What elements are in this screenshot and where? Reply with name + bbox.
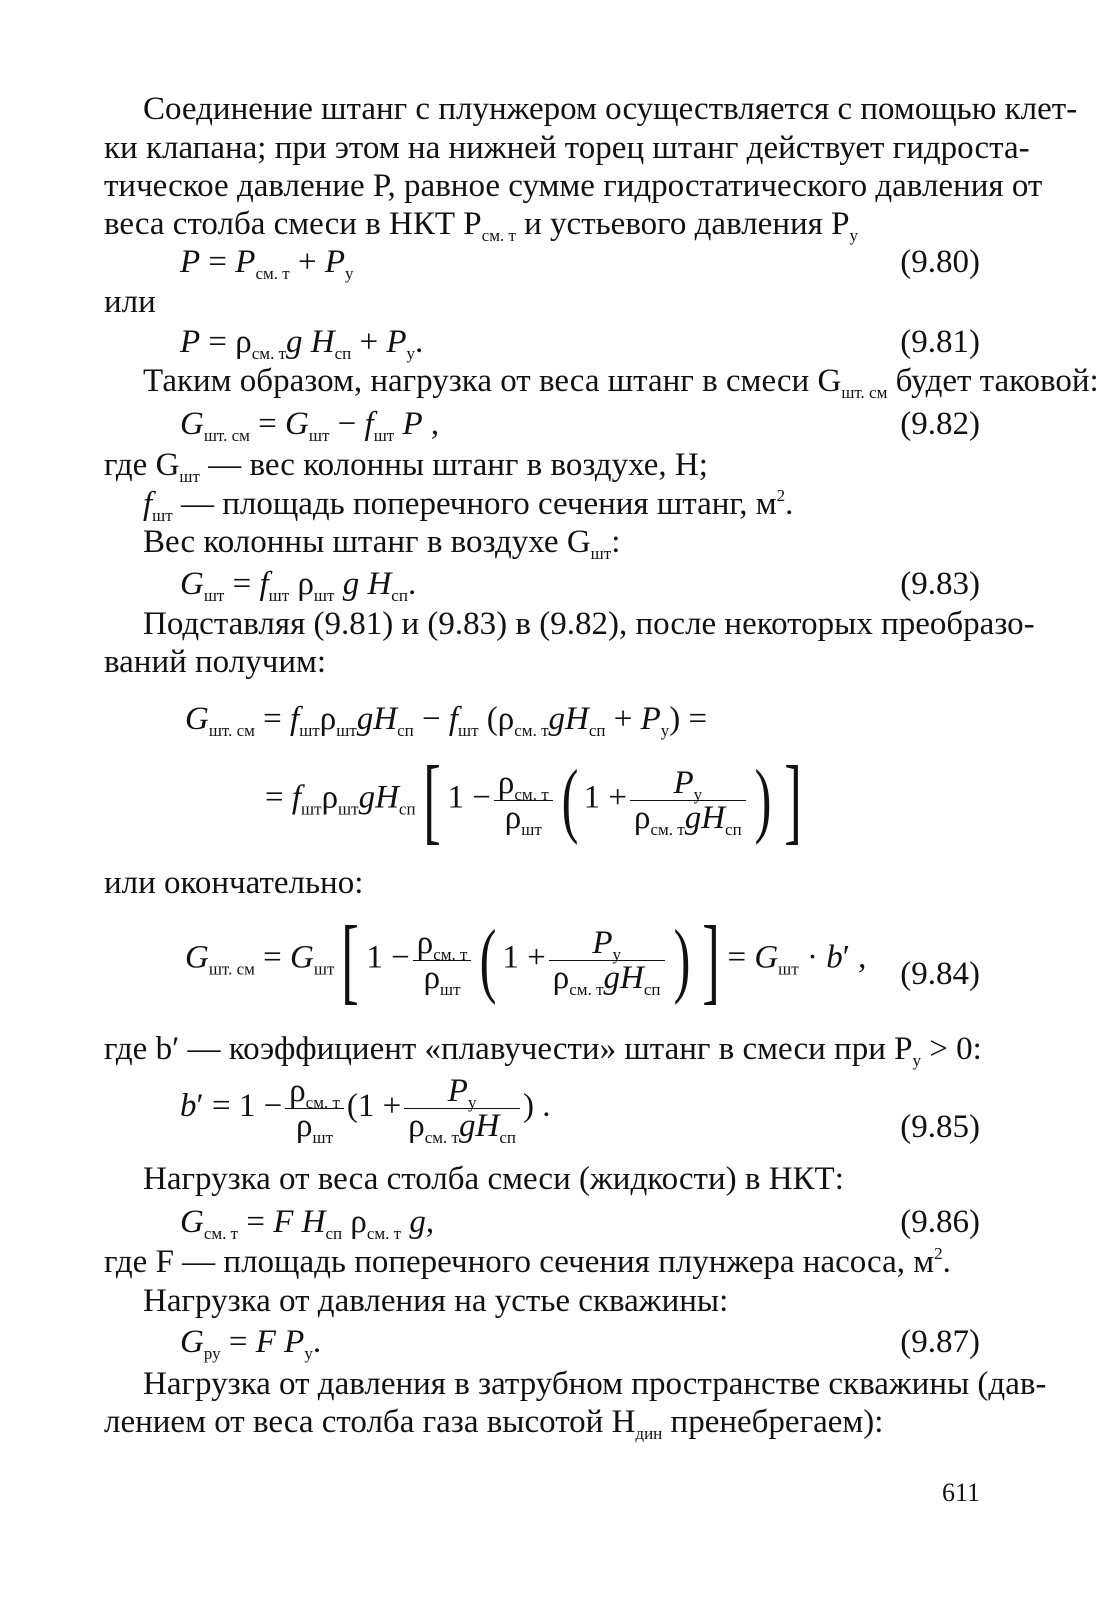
equation-9-80: $P = P_{см. т} + P_у$: [180, 244, 354, 283]
text-line: $f_{шт}$ — площадь поперечного сечения штанг, $м^2$.: [143, 486, 794, 525]
text-line: Нагрузка от давления в затрубном пространстве скважины (дав-: [143, 1366, 1047, 1402]
text-line: Нагрузка от веса столба смеси (жидкости) в НКТ:: [143, 1161, 844, 1197]
text-line: Таким образом, нагрузка от веса штанг в смеси $G_{шт. см}$ будет таковой:: [143, 363, 1099, 402]
page-number: 611: [941, 1478, 980, 1507]
equation-number: (9.83): [900, 566, 980, 602]
equation-number: (9.81): [900, 324, 980, 360]
equation-9-83: $G_{шт} = f_{шт}$ $\rho_{шт}$ g $H_{сп}$.: [180, 566, 417, 605]
equation-number: (9.80): [900, 244, 980, 280]
equation-number: (9.82): [900, 406, 980, 442]
equation-number: (9.86): [900, 1204, 980, 1240]
text-line: где F — площадь поперечного сечения плунжера насоса, $м^2$.: [104, 1244, 951, 1280]
text-line: Подставляя (9.81) и (9.83) в (9.82), после некоторых преобразо-: [143, 606, 1035, 642]
equation-9-86: $G_{см. т} = F$ $H_{сп}$ $\rho_{см. т}$ g,: [180, 1204, 435, 1243]
equation-9-82: $G_{шт. см} = G_{шт} - f_{шт}$ P ,: [180, 406, 440, 445]
equation-9-81: $P = \rho_{см. т}g$ $H_{сп} + P_у$.: [180, 324, 424, 363]
derivation-line-2: = $f_{шт}\rho_{шт}gH_{сп}$[ 1 − $\frac{\rho_{см. т}}{\rho_{шт}}$ ( 1 + $\frac{P_у}{\rho_{см. т}gH_{сп}}$ ) ]: [265, 746, 802, 853]
equation-9-84: $G_{шт. см} = G_{шт}$[ 1 − $\frac{\rho_{см. т}}{\rho_{шт}}$ ( 1 + $\frac{P_у}{\rho_{см. т}gH_{сп}}$ ) ] = $G_{шт} \cdot b'$ ,: [185, 906, 867, 1013]
text-line: тическое давление P, равное сумме гидростатического давления от: [104, 168, 1043, 204]
text-line: Соединение штанг с плунжером осуществляется с помощью клет-: [143, 91, 1078, 127]
equation-9-87: $G_{ру} = F$ $P_у$.: [180, 1324, 322, 1363]
text-line: Нагрузка от давления на устье скважины:: [143, 1283, 729, 1319]
text-line: Вес колонны штанг в воздухе $G_{шт}$:: [143, 524, 621, 563]
equation-9-85: b′ = 1 − $\frac{\rho_{см. т}}{\rho_{шт}}$ (1 + $\frac{P_у}{\rho_{см. т}gH_{сп}}$ ) .: [180, 1073, 551, 1147]
equation-number: (9.87): [900, 1324, 980, 1360]
text-line: лением от веса столба газа высотой $H_{дин}$ пренебрегаем):: [104, 1404, 884, 1443]
text-line: или окончательно:: [104, 865, 364, 901]
text-line: или: [104, 284, 156, 320]
derivation-line-1: $G_{шт. см} = f_{шт}\rho_{шт}gH_{сп} - f_{шт}$ $(\rho_{см. т}gH_{сп} + P_у)$ =: [185, 701, 708, 740]
text-line: где $G_{шт}$ — вес колонны штанг в воздухе, Н;: [104, 447, 708, 486]
text-line: веса столба смеси в НКТ $P_{см. т}$ и устьевого давления $P_у$: [104, 206, 858, 245]
text-line: ваний получим:: [104, 644, 327, 680]
text-line: ки клапана; при этом на нижней торец штанг действует гидроста-: [104, 130, 1030, 166]
equation-number: (9.84): [900, 956, 980, 992]
text-line: где b′ — коэффициент «плавучести» штанг в смеси при $P_у > 0$:: [104, 1031, 982, 1070]
equation-number: (9.85): [900, 1109, 980, 1145]
